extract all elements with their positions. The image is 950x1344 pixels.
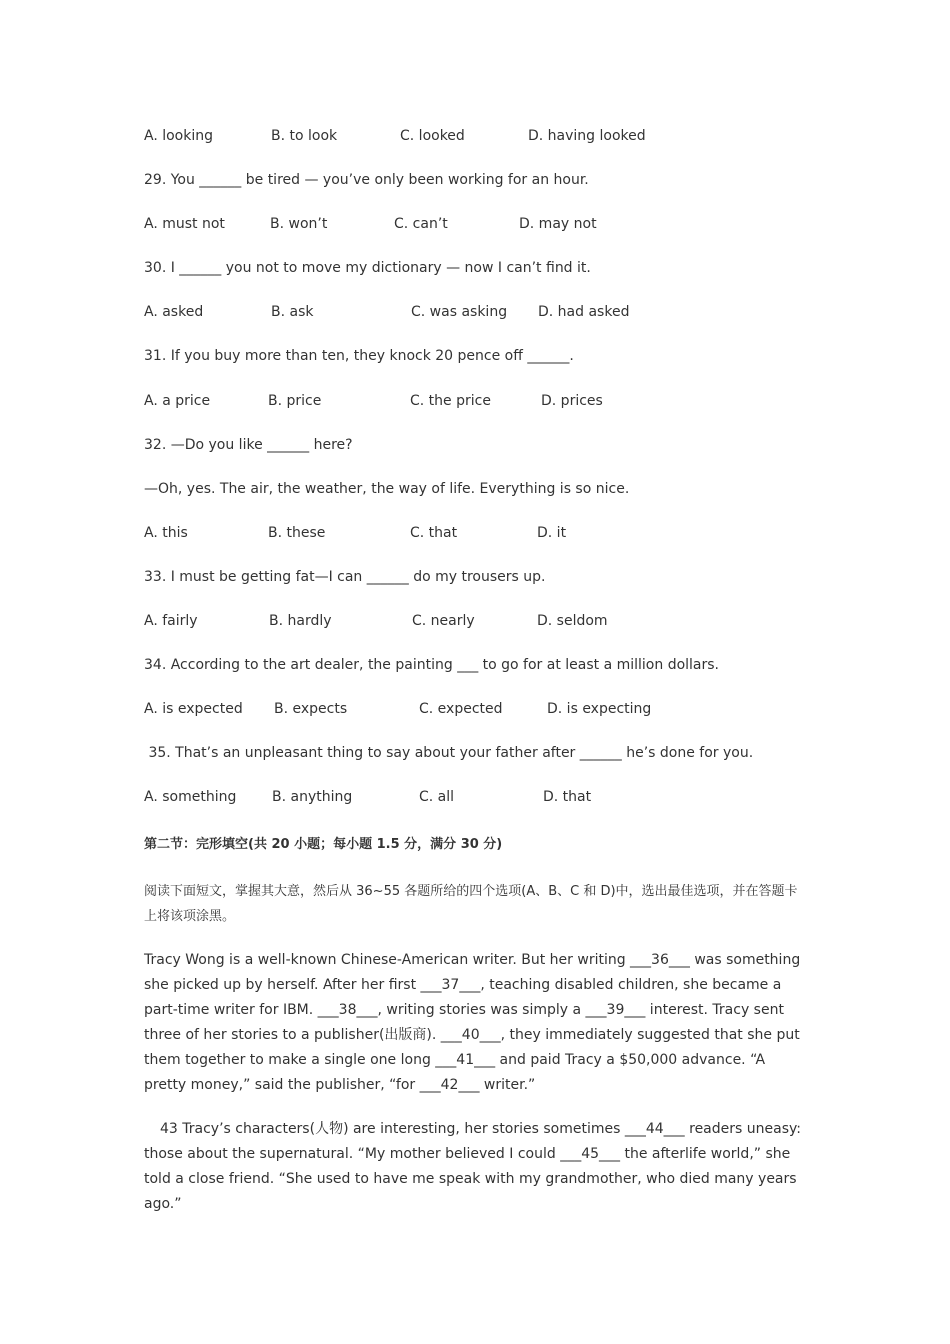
q28-option-b: B. to look — [271, 128, 338, 144]
q30-stem: 30. I ______ you not to move my dictionary — now I can’t find it. — [144, 260, 591, 276]
q34-option-a: A. is expected — [144, 701, 243, 717]
q31-stem: 31. If you buy more than ten, they knock 20 pence off ______. — [144, 348, 574, 364]
q34-option-b: B. expects — [274, 701, 348, 717]
q28-option-a: A. looking — [144, 128, 214, 144]
section2-instruction: 阅读下面短文，掌握其大意，然后从 36~55 各题所给的四个选项(A、B、C 和 D)中，选出最佳选项，并在答题卡上将该项涂黑。 — [144, 884, 798, 924]
q34-option-c: C. expected — [419, 701, 503, 717]
q32-reply: —Oh, yes. The air, the weather, the way of life. Everything is so nice. — [144, 481, 630, 497]
q33-option-b: B. hardly — [269, 613, 332, 629]
q35-stem: 35. That’s an unpleasant thing to say about your father after ______ he’s done for you. — [144, 745, 754, 761]
q34-stem: 34. According to the art dealer, the painting ___ to go for at least a million dollars. — [144, 657, 720, 673]
q30-option-b: B. ask — [271, 304, 314, 320]
passage-paragraph-2: 43 Tracy’s characters(人物) are interesting, her stories sometimes ___44___ readers uneasy: those about the supernatural. “My mother believed I could ___45___ the afterlife world,” she told a close friend. “She used to have me speak with my grandmother, who died many years ago.” — [144, 1121, 801, 1212]
q31-option-c: C. the price — [410, 393, 491, 409]
q35-option-b: B. anything — [272, 789, 353, 805]
q30-option-c: C. was asking — [411, 304, 508, 320]
q30-option-a: A. asked — [144, 304, 204, 320]
q33-option-c: C. nearly — [412, 613, 475, 629]
q29-option-b: B. won’t — [270, 216, 328, 232]
section2-heading: 第二节：完形填空(共 20 小题；每小题 1.5 分，满分 30 分) — [144, 837, 503, 852]
q29-option-a: A. must not — [144, 216, 225, 232]
q35-option-d: D. that — [543, 789, 592, 805]
q32-option-c: C. that — [410, 525, 458, 541]
q33-stem: 33. I must be getting fat—I can ______ do my trousers up. — [144, 569, 546, 585]
q32-option-d: D. it — [537, 525, 567, 541]
passage-paragraph-1: Tracy Wong is a well-known Chinese-American writer. But her writing ___36___ was something she picked up by herself. After her first ___37___, teaching disabled children, she became a part-time writer for IBM. ___38___, writing stories was simply a ___39___ interest. Tracy sent three of her stories to a publisher(出版商). ___40___, they immediately suggested that she put them together to make a single one long ___41___ and paid Tracy a $50,000 advance. “A pretty money,” said the publisher, “for ___42___ writer.” — [144, 952, 801, 1093]
q32-option-a: A. this — [144, 525, 188, 541]
q32-stem: 32. —Do you like ______ here? — [144, 437, 353, 453]
q33-option-a: A. fairly — [144, 613, 198, 629]
q28-option-c: C. looked — [400, 128, 465, 144]
q30-option-d: D. had asked — [538, 304, 630, 320]
q31-option-b: B. price — [268, 393, 322, 409]
q29-option-c: C. can’t — [394, 216, 448, 232]
q31-option-d: D. prices — [541, 393, 603, 409]
q33-option-d: D. seldom — [537, 613, 608, 629]
q32-option-b: B. these — [268, 525, 326, 541]
q29-stem: 29. You ______ be tired — you’ve only been working for an hour. — [144, 172, 589, 188]
q35-option-c: C. all — [419, 789, 455, 805]
q34-option-d: D. is expecting — [547, 701, 652, 717]
q29-option-d: D. may not — [519, 216, 597, 232]
q35-option-a: A. something — [144, 789, 237, 805]
q31-option-a: A. a price — [144, 393, 211, 409]
q28-option-d: D. having looked — [528, 128, 646, 144]
